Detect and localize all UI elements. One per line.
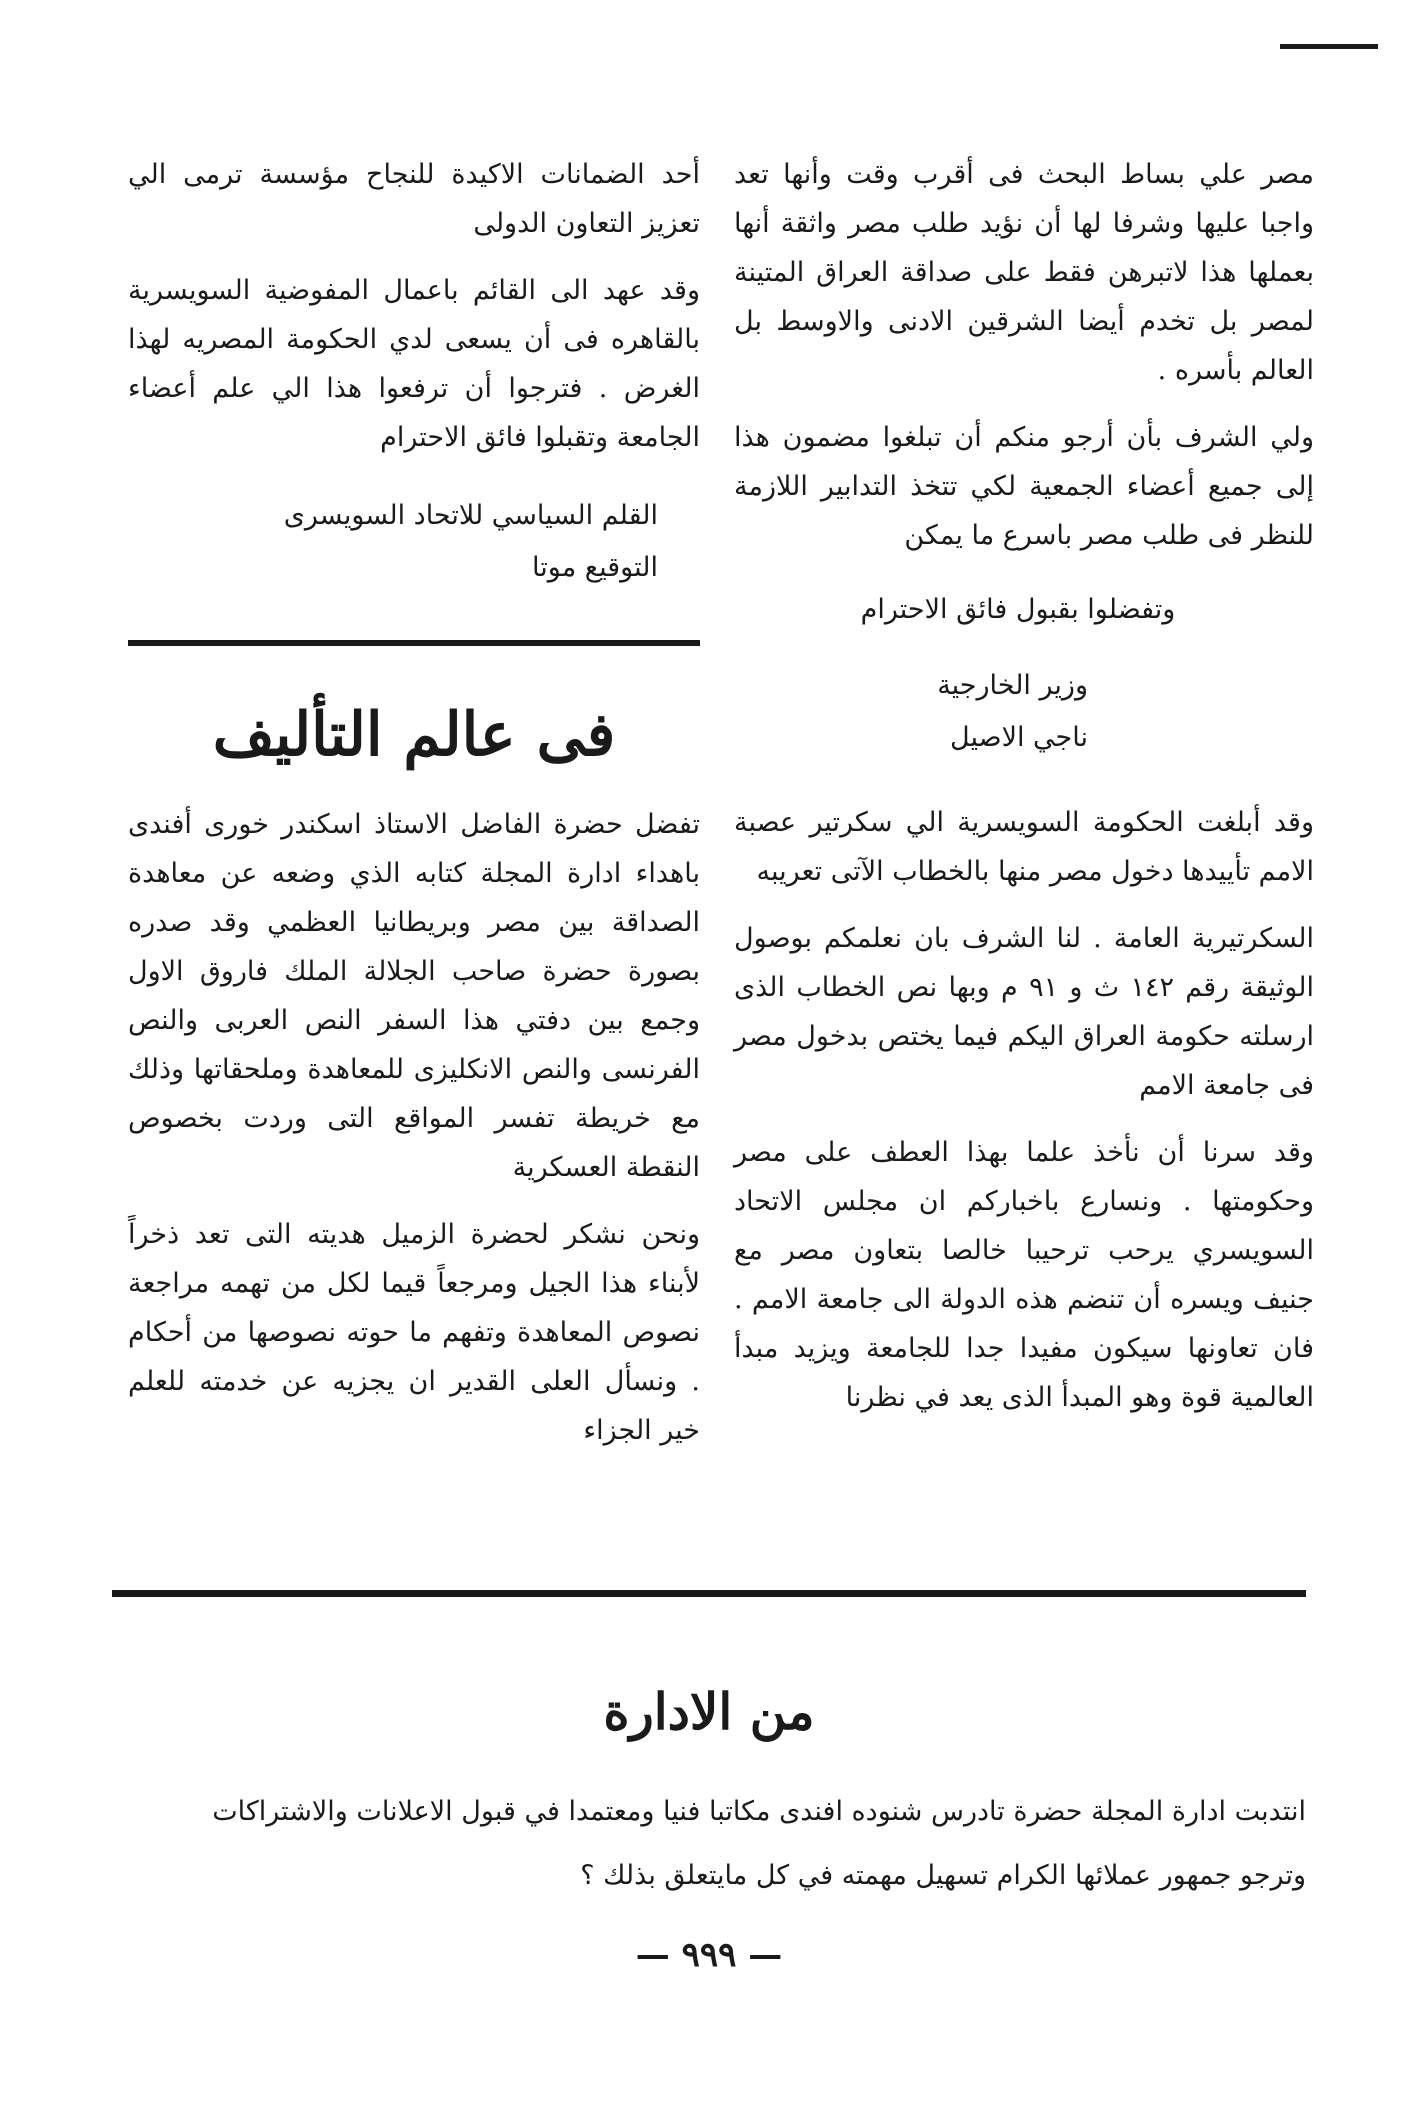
notice-line: انتدبت ادارة المجلة حضرة تادرس شنوده افندى مكاتبا فنيا ومعتمدا في قبول الاعلانات والاشتراكات xyxy=(212,1796,1306,1827)
paragraph: وقد أبلغت الحكومة السويسرية الي سكرتير عصبة الامم تأييدها دخول مصر منها بالخطاب الآتى تعريبه xyxy=(734,807,1314,887)
closing-line: وتفضلوا بقبول فائق الاحترام xyxy=(860,594,1176,625)
section-title: فى عالم التأليف xyxy=(212,700,616,770)
page-divider xyxy=(112,1590,1306,1597)
paragraph: السكرتيرية العامة . لنا الشرف بان نعلمكم بوصول الوثيقة رقم ١٤٢ ث و ٩١ م وبها نص الخطاب الذى ارسلته حكومة العراق اليكم فيما يختص بدخول مصر فى جامعة الامم xyxy=(734,923,1314,1101)
paragraph: ونحن نشكر لحضرة الزميل هديته التى تعد ذخراً لأبناء هذا الجيل ومرجعاً قيما لكل من تهمه مراجعة نصوص المعاهدة وتفهم ما حوته نصوصها من أحكام . ونسأل العلى القدير ان يجزيه عن خدمته للعلم خير الجزاء xyxy=(128,1219,700,1446)
signature-name: ناجي الاصيل xyxy=(950,722,1088,753)
paragraph: وقد سرنا أن نأخذ علما بهذا العطف على مصر وحكومتها . ونسارع باخباركم ان مجلس الاتحاد السويسري يرحب ترحيبا خالصا بتعاون مصر مع جنيف ويسره أن تنضم هذه الدولة الى جامعة الامم . فان تعاونها سيكون مفيدا جدا للجامعة ويزيد مبدأ العالمية قوة وهو المبدأ الذى يعد في نظرنا xyxy=(734,1137,1314,1413)
signature-block xyxy=(758,660,1088,764)
section-divider xyxy=(128,640,700,646)
right-column-bottom xyxy=(734,798,1314,1440)
signature-title: القلم السياسي للاتحاد السويسرى xyxy=(283,500,658,531)
signature-name: التوقيع موتا xyxy=(532,552,658,583)
admin-notice xyxy=(112,1780,1306,1908)
signature-block xyxy=(198,490,658,594)
signature-title: وزير الخارجية xyxy=(937,670,1088,701)
top-corner-rule xyxy=(1280,44,1378,49)
admin-title: من الادارة xyxy=(603,1682,815,1741)
left-column-bottom xyxy=(128,800,700,1473)
right-column-top xyxy=(734,150,1314,578)
page-number: — ٩٩٩ — xyxy=(635,1935,783,1975)
paragraph: وقد عهد الى القائم باعمال المفوضية السويسرية بالقاهره فى أن يسعى لدي الحكومة المصريه لهذا الغرض . فترجوا أن ترفعوا هذا الي علم أعضاء الجامعة وتقبلوا فائق الاحترام xyxy=(128,275,700,453)
left-column-top xyxy=(128,150,700,480)
paragraph: ولي الشرف بأن أرجو منكم أن تبلغوا مضمون هذا إلى جميع أعضاء الجمعية لكي تتخذ التدابير اللازمة للنظر فى طلب مصر باسرع ما يمكن xyxy=(734,422,1314,551)
notice-line: وترجو جمهور عملائها الكرام تسهيل مهمته في كل مايتعلق بذلك ؟ xyxy=(580,1860,1306,1891)
paragraph: مصر علي بساط البحث فى أقرب وقت وأنها تعد واجبا عليها وشرفا لها أن نؤيد طلب مصر واثقة أنها بعملها هذا لاتبرهن فقط على صداقة العراق المتينة لمصر بل تخدم أيضا الشرقين الادنى والاوسط بل العالم بأسره . xyxy=(734,159,1314,386)
paragraph: تفضل حضرة الفاضل الاستاذ اسكندر خورى أفندى باهداء ادارة المجلة كتابه الذي وضعه عن معاهدة الصداقة بين مصر وبريطانيا العظمي وقد صدره بصورة حضرة صاحب الجلالة الملك فاروق الاول وجمع بين دفتي هذا السفر النص العربى والنص الفرنسى والنص الانكليزى للمعاهدة وملحقاتها وذلك مع خريطة تفسر المواقع التى وردت بخصوص النقطة العسكرية xyxy=(128,809,700,1183)
paragraph: أحد الضمانات الاكيدة للنجاح مؤسسة ترمى الي تعزيز التعاون الدولى xyxy=(128,159,700,239)
